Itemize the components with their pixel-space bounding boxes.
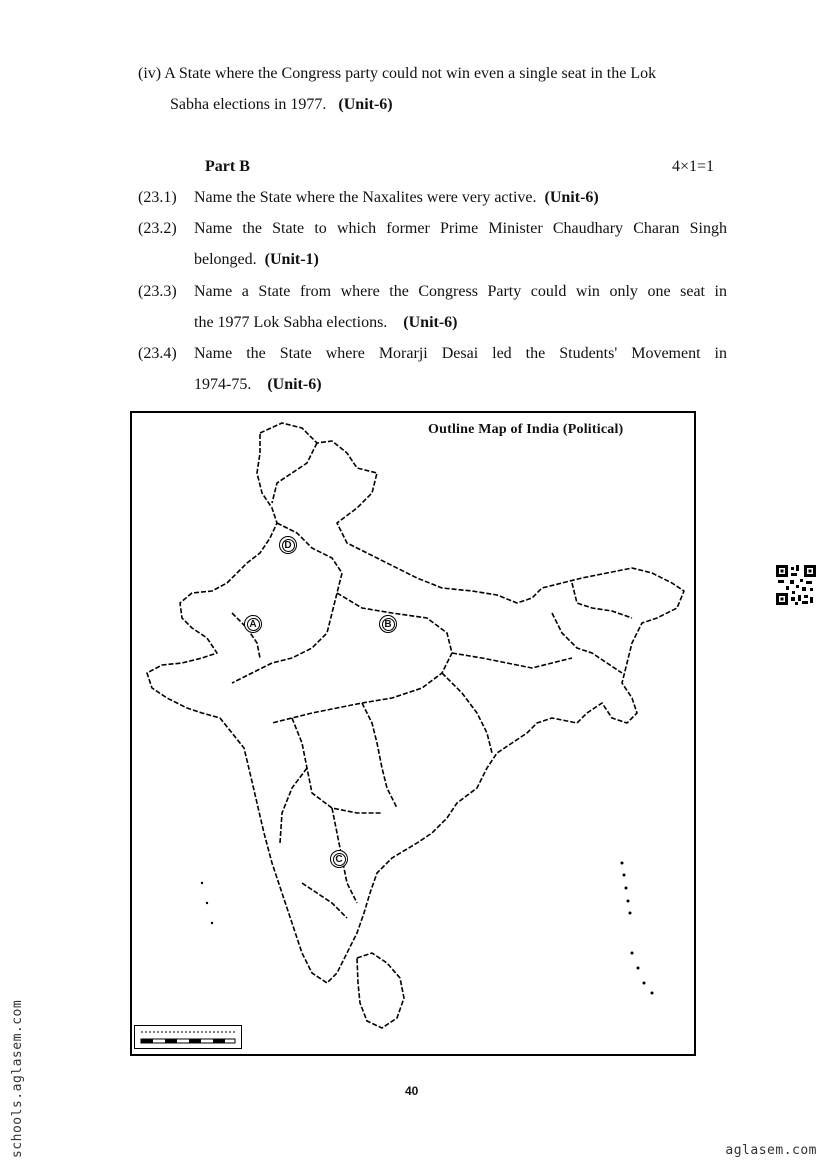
question-iv-unit: (Unit-6) [338, 96, 393, 113]
question-unit: (Unit-6) [403, 314, 458, 331]
question-line: belonged. [194, 251, 257, 268]
question-number: (23.2) [138, 220, 177, 237]
question-line: Name the State to which former Prime Minister Chaudhary Charan Singh [194, 220, 727, 237]
question-text [194, 313, 727, 333]
map-marker-b: B [379, 615, 397, 633]
qr-code-icon [776, 565, 816, 605]
question-number: (23.4) [138, 345, 177, 362]
state-border [572, 583, 632, 618]
question-line: 1974-75. [194, 376, 252, 393]
india-outline-map [130, 411, 696, 1056]
page-number: 40 [405, 1084, 419, 1098]
question-unit: (Unit-6) [267, 376, 322, 393]
corner-watermark: aglasem.com [725, 1143, 817, 1158]
state-border [280, 768, 307, 843]
map-scale-bar [134, 1025, 242, 1049]
india-outline [147, 423, 684, 983]
india-outline-drawing [132, 413, 694, 1054]
islands [201, 862, 654, 995]
state-border [362, 703, 397, 808]
state-border [272, 443, 317, 503]
map-marker-c: C [330, 850, 348, 868]
sri-lanka-outline [357, 953, 404, 1028]
part-b-marks: 4×1=1 [672, 158, 715, 175]
question-number: (23.1) [138, 189, 177, 206]
question-iv-text: Sabha elections in 1977. [170, 96, 327, 113]
question-unit: (Unit-6) [544, 189, 599, 206]
question-text [194, 188, 727, 208]
state-border [442, 673, 492, 753]
state-border [552, 613, 622, 673]
question-line: Name the State where Morarji Desai led the Students' Movement in [194, 345, 727, 362]
map-marker-a: A [244, 615, 262, 633]
question-line: Name a State from where the Congress Party could win only one seat in [194, 283, 727, 300]
question-iv-line1: (iv) A State where the Congress party could not win even a single seat in the Lok [138, 65, 657, 82]
question-number: (23.3) [138, 283, 177, 300]
question-line: the 1977 Lok Sabha elections. [194, 314, 388, 331]
state-border [292, 718, 382, 813]
state-border [452, 653, 572, 668]
map-title: Outline Map of India (Political) [428, 422, 624, 437]
question-unit: (Unit-1) [264, 251, 319, 268]
question-text [194, 250, 727, 270]
part-b-heading: Part B [205, 158, 250, 175]
map-marker-d: D [279, 536, 297, 554]
question-iv-line2 [170, 95, 393, 115]
side-watermark: schools.aglasem.com [10, 999, 25, 1158]
question-line: Name the State where the Naxalites were very active. [194, 189, 537, 206]
question-text [194, 375, 727, 395]
state-border [302, 883, 347, 918]
